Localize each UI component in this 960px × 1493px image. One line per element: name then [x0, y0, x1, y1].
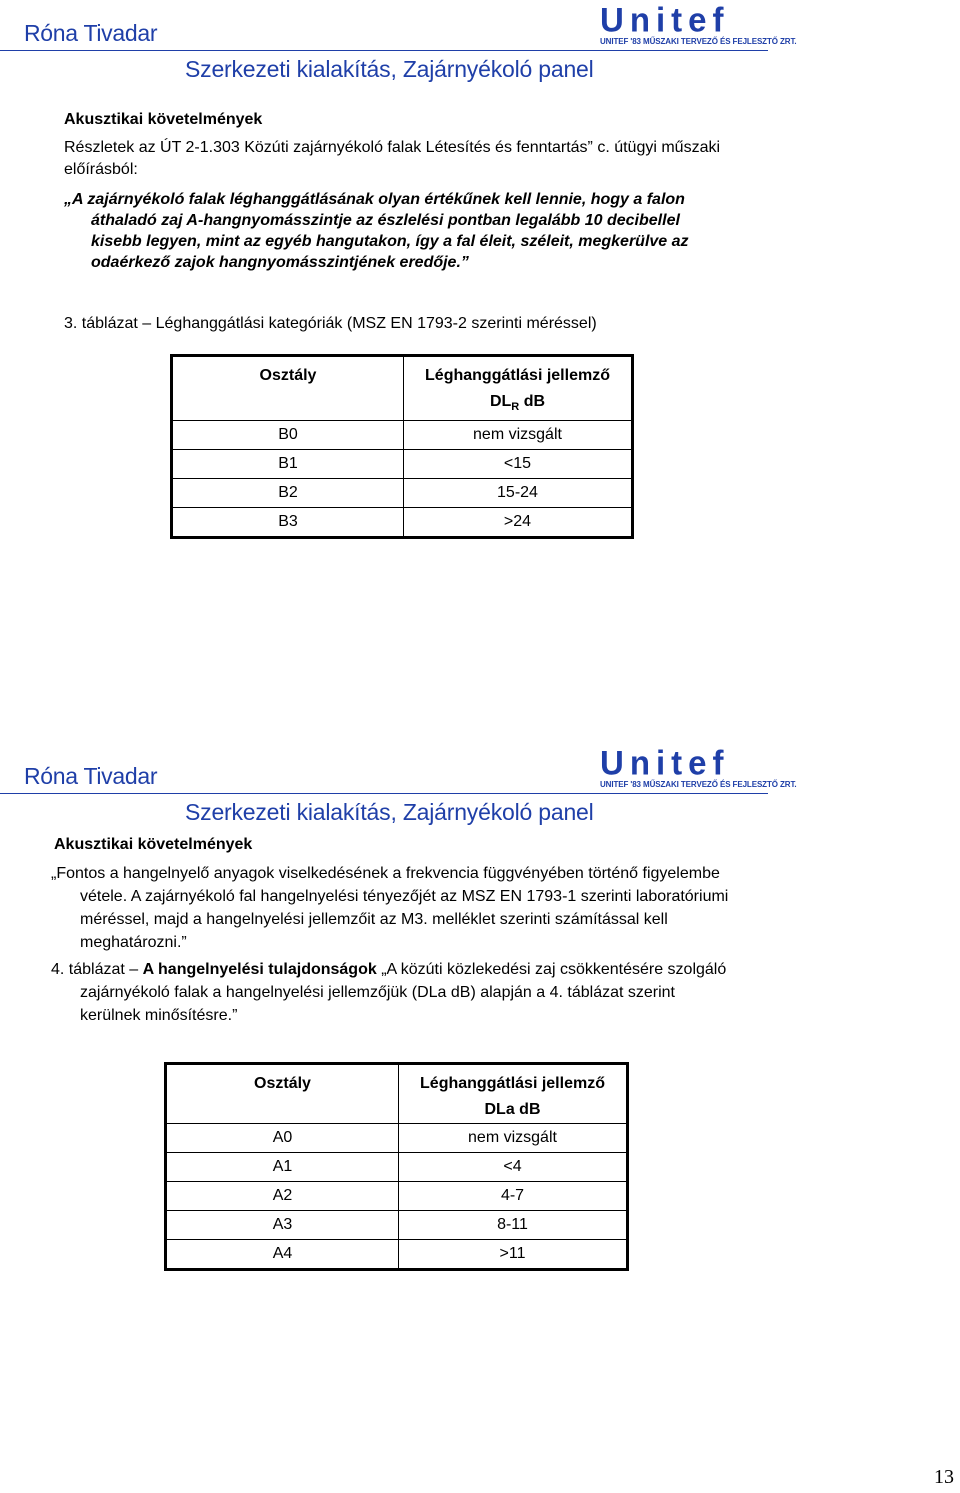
section-heading: Akusztikai követelmények: [54, 836, 253, 853]
table-row: [166, 1182, 628, 1211]
value-cell: nem vizsgált: [399, 1124, 628, 1153]
author-name: Róna Tivadar: [24, 763, 158, 789]
quote-line: „A zajárnyékoló falak léghanggátlásának olyan értékűnek kell lennie, hogy a falon: [64, 191, 685, 208]
value-cell: <15: [404, 450, 633, 479]
para-line: vétele. A zajárnyékoló fal hangelnyelési tényezőjét az MSZ EN 1793-1 szerinti laboratóriumi: [80, 888, 729, 905]
quote-line: kisebb legyen, mint az egyéb hangutakon, így a fal éleit, széleit, megkerülve az: [91, 233, 689, 250]
para-line: kerülnek minősítésre.”: [80, 1007, 238, 1024]
class-cell: A0: [166, 1124, 399, 1153]
class-cell: B1: [172, 450, 404, 479]
sound-insulation-table: [170, 354, 634, 539]
logo-wordmark: Unitef: [600, 0, 730, 39]
class-cell: A3: [166, 1211, 399, 1240]
para-line: „Fontos a hangelnyelő anyagok viselkedésének a frekvencia függvényében történő figyelembe: [51, 865, 720, 882]
value-cell: >11: [399, 1240, 628, 1270]
unitef-logo: [600, 743, 797, 792]
col-header-value: [404, 356, 633, 421]
table-row: [166, 1124, 628, 1153]
quote-line: áthaladó zaj A-hangnyomásszintje az észlelési pontban legalább 10 decibellel: [91, 212, 680, 229]
para-text: „A közúti közlekedési zaj csökkentésére szolgáló: [376, 961, 727, 978]
para-line: zajárnyékoló falak a hangelnyelési jellemzőjük (DLa dB) alapján a 4. táblázat szerint: [80, 984, 675, 1001]
table-row: [172, 479, 633, 508]
class-cell: A2: [166, 1182, 399, 1211]
intro-line: Részletek az ÚT 2-1.303 Közúti zajárnyékoló falak Létesítés és fenntartás” c. útügyi műszaki: [64, 139, 721, 156]
header-rule: [0, 50, 768, 51]
quote-text: [64, 189, 689, 273]
value-cell: <4: [399, 1153, 628, 1182]
table-label: 4. táblázat –: [51, 961, 143, 978]
slide-title: Szerkezeti kialakítás, Zajárnyékoló panel: [185, 56, 594, 82]
slide-title: Szerkezeti kialakítás, Zajárnyékoló panel: [185, 799, 594, 825]
intro-text: [64, 137, 720, 181]
intro-line: előírásból:: [64, 161, 138, 178]
table-row: [166, 1153, 628, 1182]
table-title: A hangelnyelési tulajdonságok: [142, 961, 377, 978]
header-symbol: DL: [489, 393, 512, 410]
class-cell: B0: [172, 421, 404, 450]
value-cell: nem vizsgált: [404, 421, 633, 450]
col-header-value-line1: Léghanggátlási jellemző: [425, 367, 610, 384]
paragraph-table4: [51, 958, 726, 1027]
col-header-value-line2: [404, 389, 631, 420]
author-name: Róna Tivadar: [24, 20, 158, 46]
logo-wordmark: Unitef: [600, 743, 730, 782]
unitef-logo: [600, 0, 797, 49]
col-header-value-line1: Léghanggátlási jellemző: [420, 1075, 605, 1092]
header-subscript: R: [511, 401, 520, 414]
class-cell: B3: [172, 508, 404, 538]
value-cell: 4-7: [399, 1182, 628, 1211]
sound-absorption-table: [164, 1062, 629, 1271]
paragraph-absorption: [51, 862, 728, 954]
quote-line: odaérkező zajok hangnyomásszintjének eredője.”: [91, 254, 469, 271]
para-line: meghatározni.”: [80, 934, 187, 951]
table-caption: 3. táblázat – Léghanggátlási kategóriák (MSZ EN 1793-2 szerinti méréssel): [64, 315, 597, 332]
header-rule: [0, 793, 768, 794]
para-line: méréssel, majd a hangelnyelési jellemzőit az M3. melléklet szerinti számítással kell: [80, 911, 668, 928]
col-header-value: [399, 1064, 628, 1124]
class-cell: A1: [166, 1153, 399, 1182]
table-row: [172, 421, 633, 450]
table-row: [166, 1240, 628, 1270]
class-cell: B2: [172, 479, 404, 508]
section-heading: Akusztikai követelmények: [64, 111, 263, 128]
para-line: [51, 958, 726, 981]
table-row: [172, 450, 633, 479]
table-row: [172, 508, 633, 538]
logo-tagline: UNITEF '83 MŰSZAKI TERVEZŐ ÉS FEJLESZTŐ ZRT.: [600, 37, 797, 46]
value-cell: 15-24: [404, 479, 633, 508]
page-number: 13: [934, 1466, 954, 1488]
col-header-class: Osztály: [166, 1064, 399, 1124]
logo-tagline: UNITEF '83 MŰSZAKI TERVEZŐ ÉS FEJLESZTŐ ZRT.: [600, 780, 797, 789]
class-cell: A4: [166, 1240, 399, 1270]
col-header-value-line2: DLa dB: [484, 1101, 541, 1118]
header-unit: dB: [519, 393, 546, 410]
value-cell: >24: [404, 508, 633, 538]
table-row: [166, 1211, 628, 1240]
value-cell: 8-11: [399, 1211, 628, 1240]
col-header-class: Osztály: [172, 356, 404, 421]
